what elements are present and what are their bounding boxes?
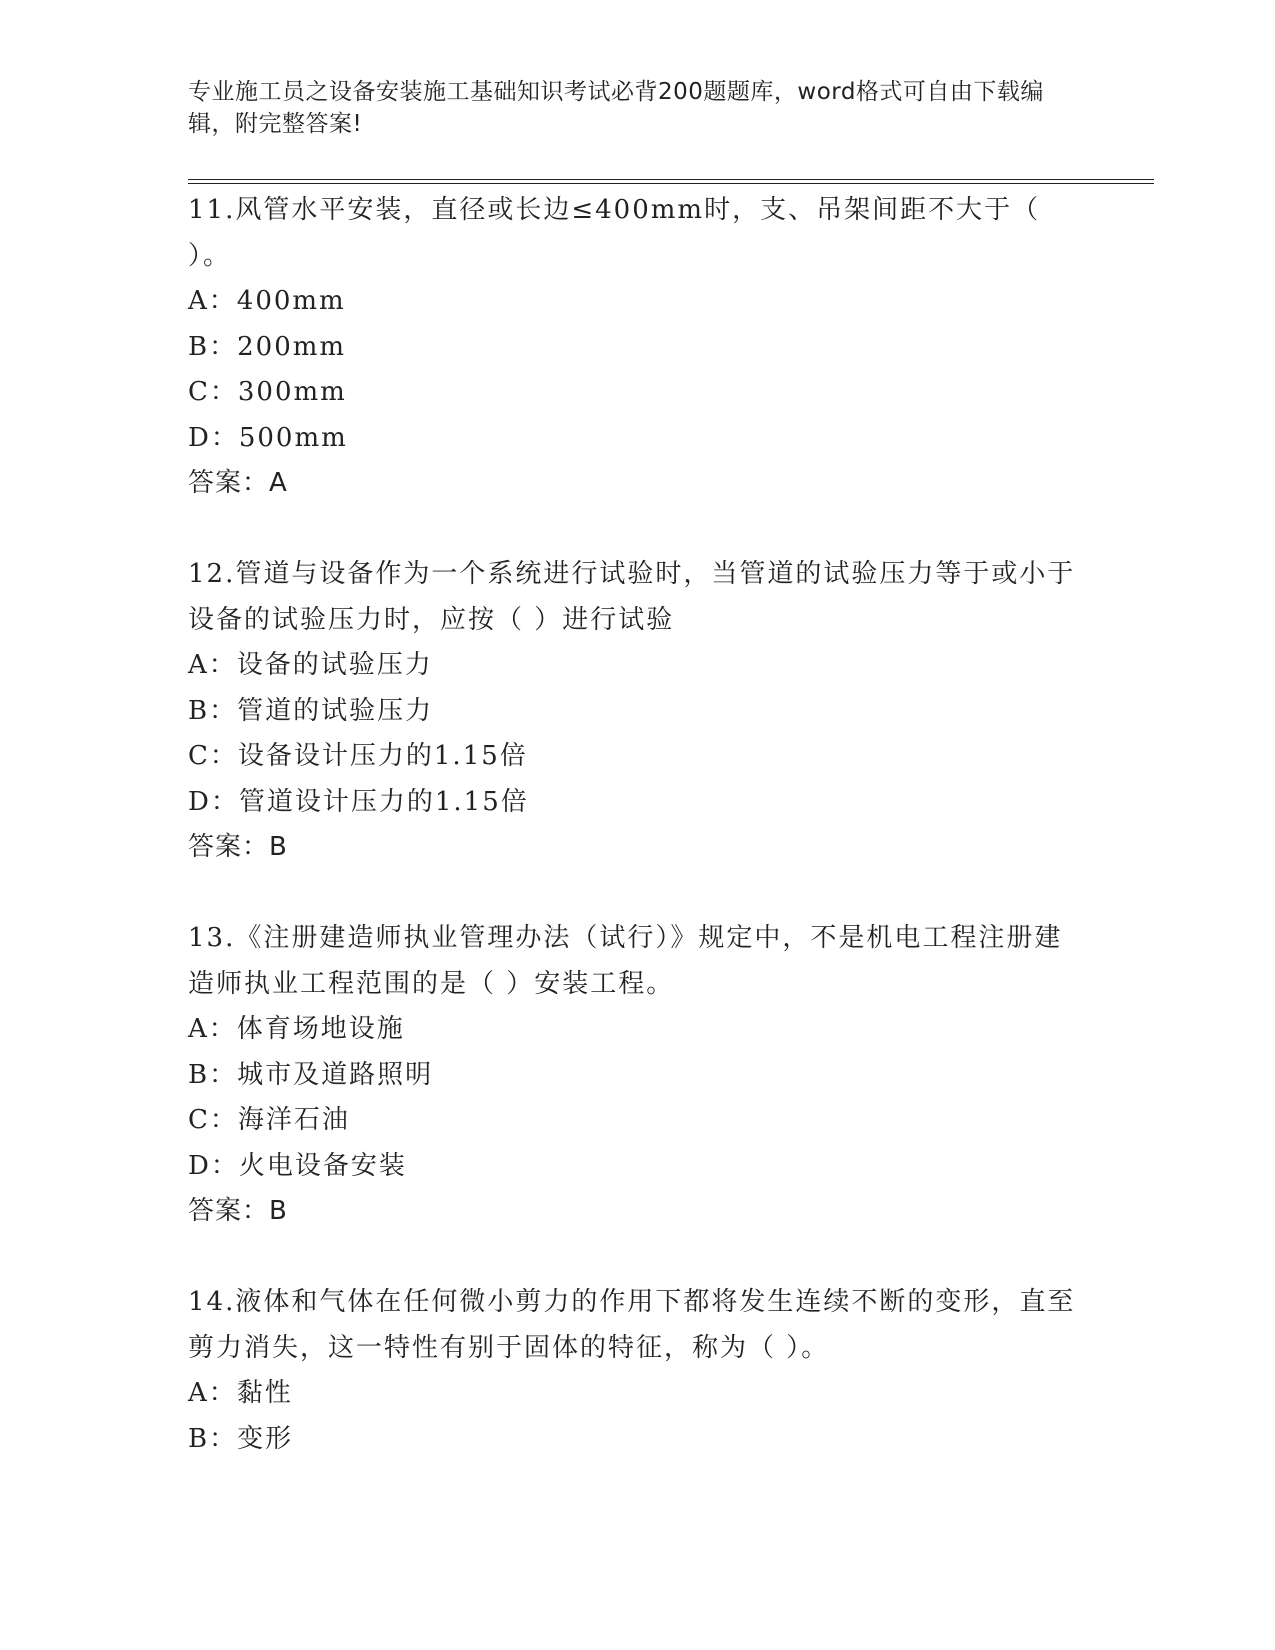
answer-line: 答案：A: [188, 468, 288, 498]
question-14: [188, 1280, 1088, 1462]
question-stem: 13.《注册建造师执业管理办法（试行）》规定中，不是机电工程注册建造师执业工程范围的是（ ）安装工程。: [188, 923, 1063, 999]
option-d: D：火电设备安装: [188, 1150, 407, 1181]
option-b: B：200mm: [188, 331, 347, 362]
option-a: A：设备的试验压力: [188, 650, 433, 680]
option-a: A：黏性: [188, 1378, 293, 1408]
question-stem: 14.液体和气体在任何微小剪力的作用下都将发生连续不断的变形，直至剪力消失，这一特性有别于固体的特征，称为（ ）。: [188, 1287, 1076, 1363]
header-divider-bottom: [188, 183, 1154, 184]
question-11: [188, 188, 1088, 507]
option-b: B：变形: [188, 1423, 294, 1454]
question-13: [188, 916, 1088, 1235]
option-a: A：400mm: [188, 286, 346, 316]
option-c: C：设备设计压力的1.15倍: [188, 741, 528, 771]
question-12: [188, 552, 1088, 871]
option-d: D：500mm: [188, 422, 348, 453]
answer-line: 答案：B: [188, 832, 288, 862]
question-stem: 11.风管水平安装，直径或长边≤400mm时，支、吊架间距不大于（ ）。: [188, 195, 1041, 271]
option-b: B：城市及道路照明: [188, 1059, 434, 1090]
question-stem: 12.管道与设备作为一个系统进行试验时，当管道的试验压力等于或小于设备的试验压力时，应按（ ）进行试验: [188, 559, 1076, 635]
answer-line: 答案：B: [188, 1196, 288, 1226]
header-divider-top: [188, 179, 1154, 180]
option-c: C：海洋石油: [188, 1105, 350, 1135]
document-title: 专业施工员之设备安装施工基础知识考试必背200题题库，word格式可自由下载编辑，附完整答案!: [188, 79, 1044, 137]
option-d: D：管道设计压力的1.15倍: [188, 786, 529, 817]
option-a: A：体育场地设施: [188, 1014, 405, 1044]
option-b: B：管道的试验压力: [188, 695, 434, 726]
option-c: C：300mm: [188, 377, 347, 407]
document-header: [188, 76, 1068, 140]
